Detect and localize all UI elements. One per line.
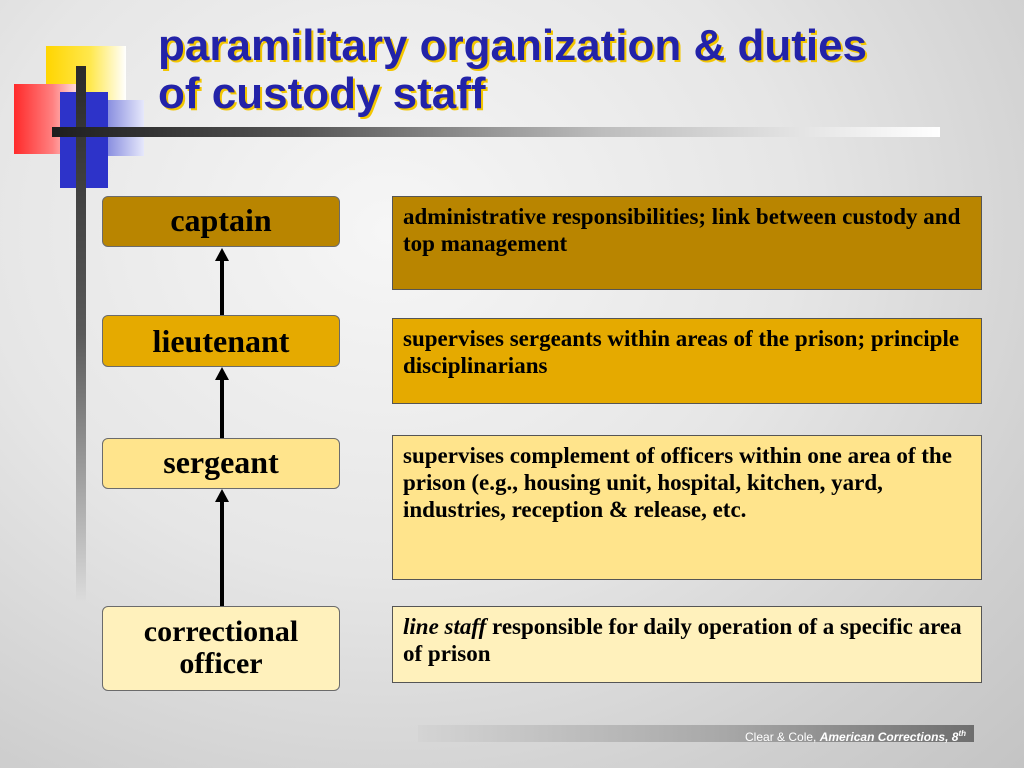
up-arrow-icon	[218, 367, 226, 438]
slide-title-line2: of custody staff	[158, 69, 486, 118]
duty-emphasis-line-staff: line staff	[403, 614, 487, 639]
slide-title	[158, 22, 958, 118]
duty-box-captain	[392, 196, 982, 290]
duty-box-correctional-officer	[392, 606, 982, 683]
rank-label-lieutenant: lieutenant	[152, 323, 290, 359]
footer-authors: Clear & Cole,	[745, 730, 820, 744]
rank-label-officer-line1: correctional	[143, 615, 299, 648]
rank-box-correctional-officer	[102, 606, 340, 691]
rank-label-officer-line2: officer	[179, 647, 263, 680]
footer-bar	[418, 725, 974, 742]
duty-text-lieutenant: supervises sergeants within areas of the prison; principle disciplinarians	[403, 326, 960, 378]
rank-label-sergeant: sergeant	[163, 444, 279, 480]
decor-horizontal-bar	[52, 127, 940, 137]
footer-citation	[745, 726, 966, 745]
footer-book-title: American Corrections, 8	[819, 730, 959, 744]
duty-text-captain: administrative responsibilities; link between custody and top management	[403, 204, 961, 256]
up-arrow-icon	[218, 248, 226, 315]
rank-label-captain: captain	[170, 202, 272, 238]
rank-box-sergeant	[102, 438, 340, 489]
rank-box-lieutenant	[102, 315, 340, 367]
footer-edition-suffix: th	[958, 729, 966, 738]
duty-text-officer: responsible for daily operation of a specific area of prison	[403, 614, 962, 666]
rank-box-captain	[102, 196, 340, 247]
duty-box-sergeant	[392, 435, 982, 580]
duty-text-sergeant: supervises complement of officers within one area of the prison (e.g., housing unit, hospital, kitchen, yard, industries, reception & release, etc.	[403, 443, 952, 522]
duty-box-lieutenant	[392, 318, 982, 404]
slide-title-line1: paramilitary organization & duties	[158, 21, 868, 70]
up-arrow-icon	[218, 489, 226, 606]
decor-vertical-bar	[76, 66, 86, 602]
